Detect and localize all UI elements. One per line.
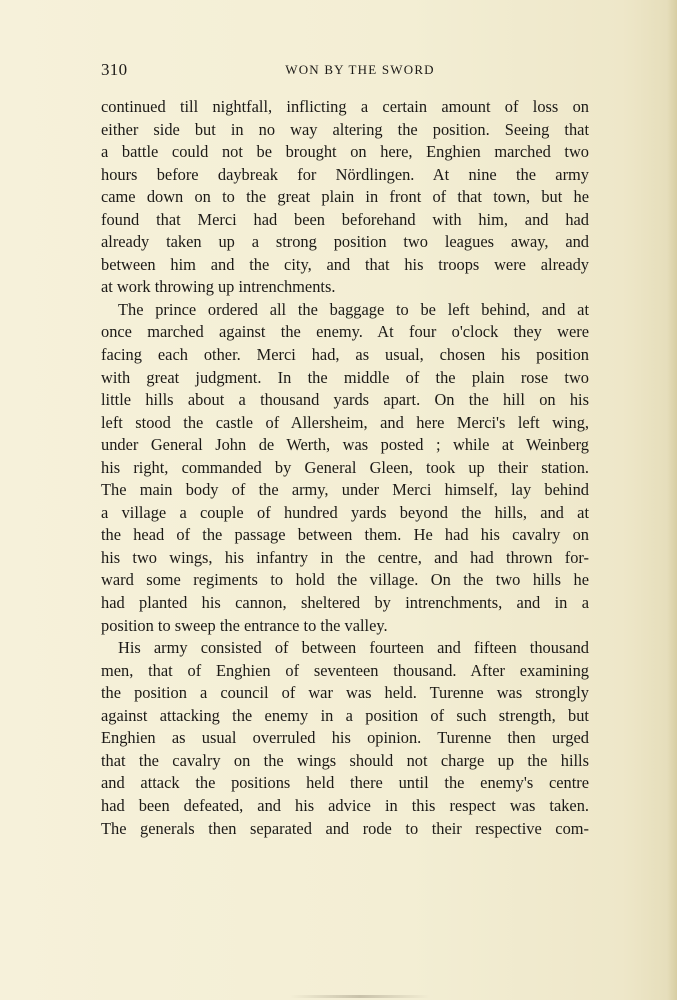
text-line: Enghien as usual overruled his opinion. Turenne then urged (101, 728, 589, 748)
text-line: left stood the castle of Allersheim, and here Merci's left wing, (101, 412, 589, 432)
text-line: found that Merci had been beforehand with him, and had (101, 209, 589, 229)
bottom-edge-mark (290, 995, 430, 998)
text-line: once marched against the enemy. At four o'clock they were (101, 322, 589, 342)
text-line: already taken up a strong position two leagues away, and (101, 232, 589, 252)
text-line: between him and the city, and that his troops were already (101, 254, 589, 274)
text-line: had been defeated, and his advice in this respect was taken. (101, 795, 589, 815)
running-head: WON BY THE SWORD (285, 62, 435, 77)
text-line: hours before daybreak for Nördlingen. At nine the army (101, 164, 589, 184)
text-line: the head of the passage between them. He had his cavalry on (101, 525, 589, 545)
text-line: position to sweep the entrance to the valley. (101, 615, 388, 635)
text-line: at work throwing up intrenchments. (101, 277, 336, 297)
paragraph-first-line: His army consisted of between fourteen and fifteen thousand (118, 638, 589, 658)
text-line: either side but in no way altering the position. Seeing that (101, 119, 589, 139)
text-line: facing each other. Merci had, as usual, chosen his position (101, 345, 589, 365)
text-line: The generals then separated and rode to their respective com- (101, 818, 589, 838)
page-edge-shadow (667, 0, 677, 1000)
body-text (101, 96, 589, 840)
text-line: and attack the positions held there until the enemy's centre (101, 773, 589, 793)
text-line: the position a council of war was held. Turenne was strongly (101, 683, 589, 703)
text-line: a battle could not be brought on here, Enghien marched two (101, 142, 589, 162)
text-line: continued till nightfall, inflicting a certain amount of loss on (101, 97, 589, 116)
text-line: The main body of the army, under Merci himself, lay behind (101, 480, 589, 500)
text-line: his right, commanded by General Gleen, took up their station. (101, 457, 589, 477)
paragraph-first-line: The prince ordered all the baggage to be left behind, and at (118, 299, 589, 319)
text-line: little hills about a thousand yards apart. On the hill on his (101, 390, 589, 410)
text-line: a village a couple of hundred yards beyond the hills, and at (101, 502, 589, 522)
text-line: men, that of Enghien of seventeen thousand. After examining (101, 660, 589, 680)
text-line: with great judgment. In the middle of the plain rose two (101, 367, 589, 387)
text-line: against attacking the enemy in a position of such strength, but (101, 705, 589, 725)
text-line: under General John de Werth, was posted ; while at Weinberg (101, 435, 589, 455)
text-line: his two wings, his infantry in the centre, and had thrown for- (101, 547, 589, 567)
page-number: 310 (101, 60, 128, 79)
text-line: ward some regiments to hold the village. On the two hills he (101, 570, 589, 590)
text-line: had planted his cannon, sheltered by intrenchments, and in a (101, 593, 589, 613)
text-line: that the cavalry on the wings should not charge up the hills (101, 750, 589, 770)
text-line: came down on to the great plain in front of that town, but he (101, 187, 589, 207)
page-header (101, 58, 589, 84)
